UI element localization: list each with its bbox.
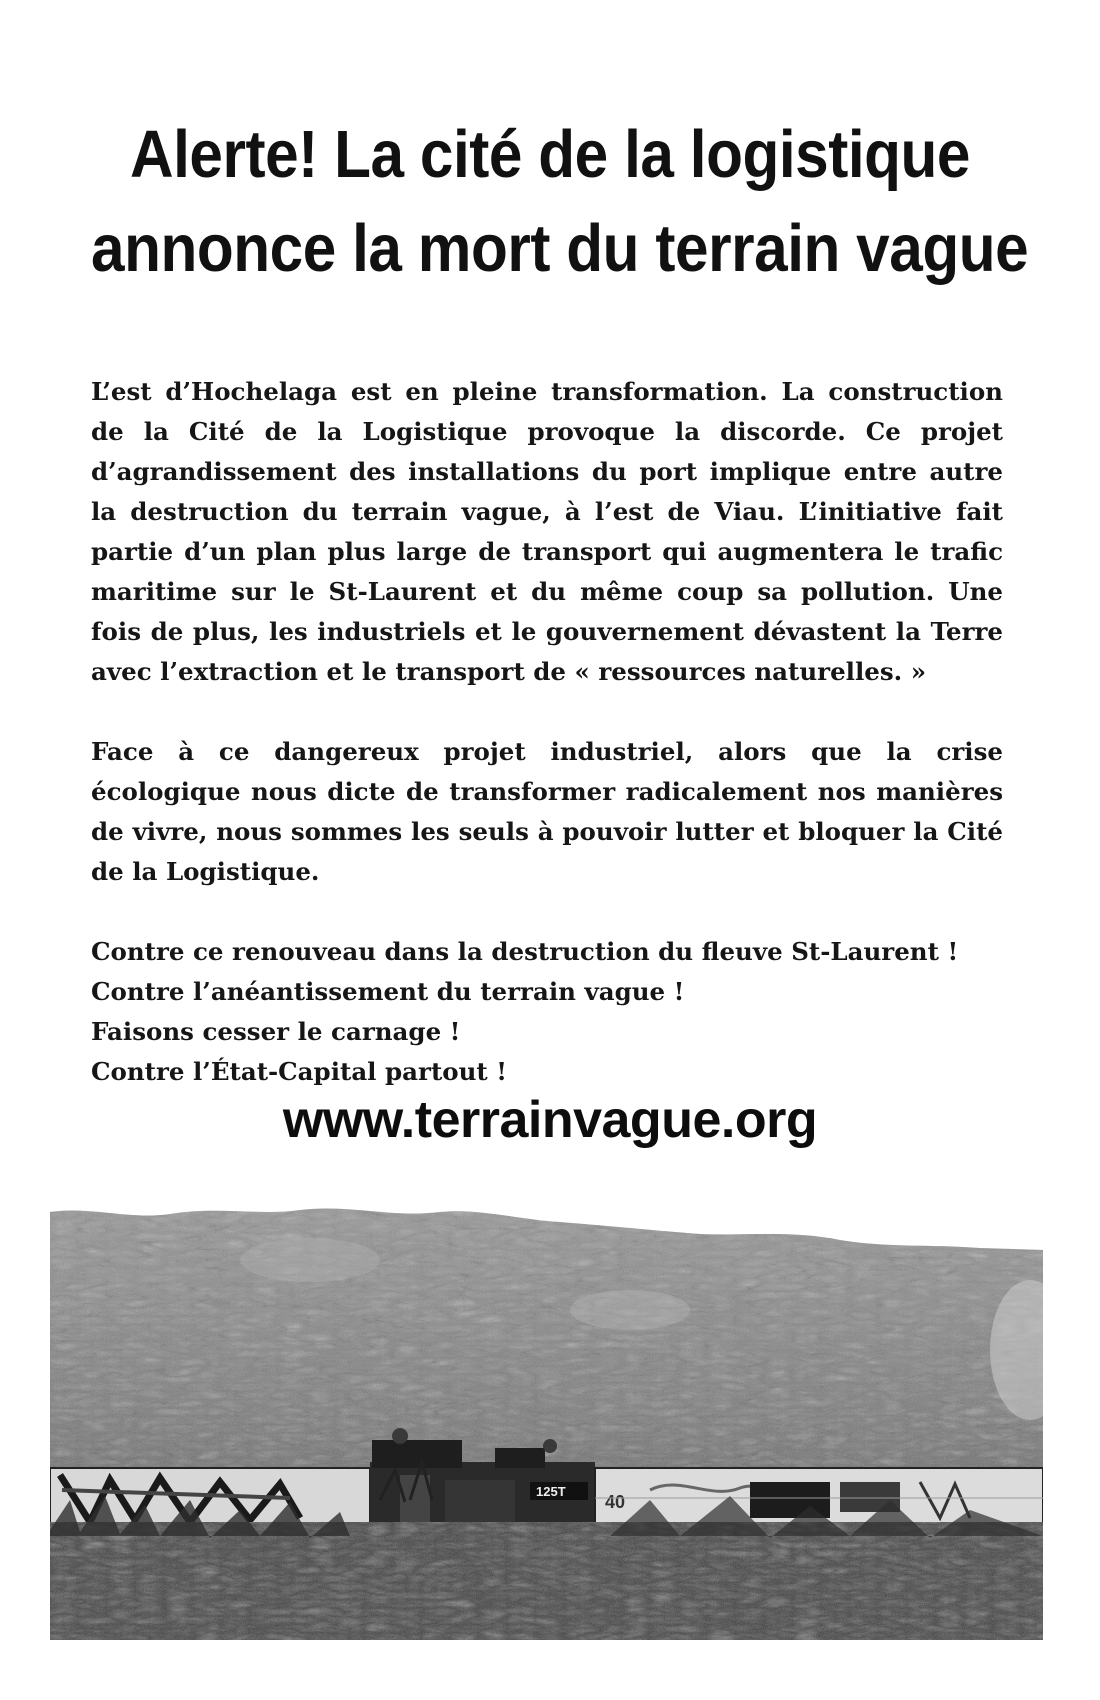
title-line-1: Alerte! La cité de la logistique (129, 117, 971, 192)
slogan-item: Contre ce renouveau dans la destruction du fleuve St-Laurent ! (91, 937, 959, 966)
railcar-number: 40 (605, 1492, 626, 1512)
slogan-item: Contre l’anéantissement du terrain vague ! (91, 977, 685, 1006)
slogan-item: Contre l’État-Capital partout ! (91, 1057, 508, 1086)
wasteland-train-photo (50, 1200, 1043, 1640)
paragraph-call: Face à ce dangereux projet industriel, alors que la crise écologique nous dicte de transformer radicalement nos manières de vivre, nous sommes les seuls à pouvoir lutter et bloquer la Cité de la Logistique. (91, 737, 1003, 886)
slogan-item: Faisons cesser le carnage ! (91, 1017, 461, 1046)
locomotive-number: 125T (536, 1484, 566, 1499)
website-url: www.terrainvague.org (282, 1091, 818, 1149)
poster-title (91, 108, 1029, 296)
poster-body (91, 372, 1003, 1092)
slogan-list (91, 932, 1003, 1092)
title-line-2: annonce la mort du terrain vague (91, 211, 1029, 286)
paragraph-intro: L’est d’Hochelaga est en pleine transformation. La construction de la Cité de la Logistique provoque la discorde. Ce projet d’agrandissement des installations du port implique entre autre la destruction du terrain vague, à l’est de Viau. L’initiative fait partie d’un plan plus large de transport qui augmentera le trafic maritime sur le St-Laurent et du même coup sa pollution. Une fois de plus, les industriels et le gouvernement dévastent la Terre avec l’extraction et le transport de « ressources naturelles. » (91, 377, 1003, 686)
